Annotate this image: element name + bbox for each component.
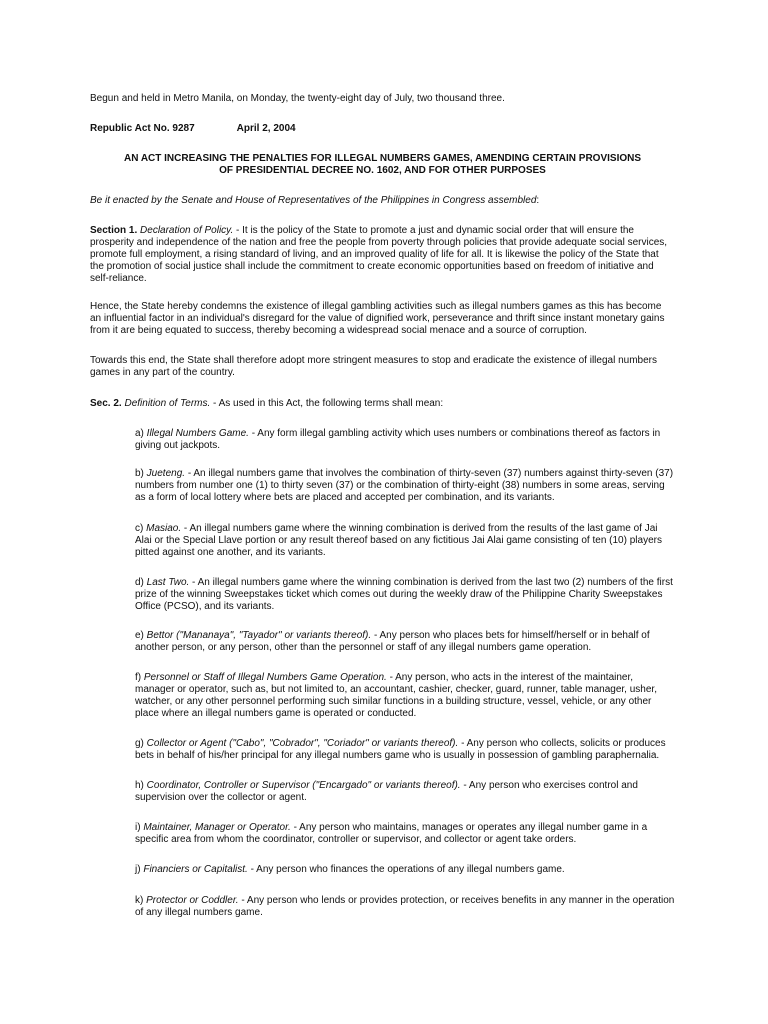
act-title-line2: OF PRESIDENTIAL DECREE NO. 1602, AND FOR OTHER PURPOSES <box>219 165 546 176</box>
definition-d: d) Last Two. - An illegal numbers game where the winning combination is derived from the last two (2) numbers of the first prize of the winning Sweepstakes ticket which comes out during the weekly draw of the Philippine Charity Sweepstakes Office (PCSO), and its variants. <box>135 577 673 612</box>
act-header <box>90 123 675 135</box>
definition-e: e) Bettor ("Mananaya", "Tayador" or variants thereof). - Any person who places bets for himself/herself or in behalf of another person, or any person, other than the personnel or staff of any illegal numbers game operation. <box>135 630 650 653</box>
definition-f: f) Personnel or Staff of Illegal Numbers Game Operation. - Any person, who acts in the interest of the maintainer, manager or operator, such as, but not limited to, an accountant, cashier, checker, guard, runner, table manager, usher, watcher, or any other personnel performing such similar functions in a building structure, vessel, vehicle, or any other place where an illegal numbers game is operated or conducted. <box>135 672 657 719</box>
definition-k: k) Protector or Coddler. - Any person who lends or provides protection, or receives benefits in any manner in the operation of any illegal numbers game. <box>135 895 675 918</box>
enacting-clause: Be it enacted by the Senate and House of Representatives of the Philippines in Congress assembled: <box>90 195 540 206</box>
act-number: Republic Act No. 9287 <box>90 123 195 134</box>
preamble: Begun and held in Metro Manila, on Monday, the twenty-eight day of July, two thousand three. <box>90 93 505 104</box>
definition-h: h) Coordinator, Controller or Supervisor ("Encargado" or variants thereof). - Any person who exercises control and supervision over the collector or agent. <box>135 780 638 803</box>
section-2 <box>90 398 675 410</box>
definition-j: j) Financiers or Capitalist. - Any person who finances the operations of any illegal numbers game. <box>135 864 565 875</box>
definition-c: c) Masiao. - An illegal numbers game where the winning combination is derived from the results of the last game of Jai Alai or the Special Llave portion or any result thereof based on any fictitious Jai Alai game consisting of ten (10) players pitted against one another, and its variants. <box>135 523 662 558</box>
act-title <box>80 153 685 177</box>
definition-b: b) Jueteng. - An illegal numbers game that involves the combination of thirty-seven (37) numbers against thirty-seven (37) numbers from number one (1) to thirty seven (37) or the combination of thirty-eight (38) numbers in some areas, serving as a form of local lottery where bets are placed and accepted per combination, and its variants. <box>135 468 674 503</box>
act-title-line1: AN ACT INCREASING THE PENALTIES FOR ILLEGAL NUMBERS GAMES, AMENDING CERTAIN PROVISIONS <box>123 153 642 164</box>
definition-i: i) Maintainer, Manager or Operator. - Any person who maintains, manages or operates any illegal number game in a specific area from whom the coordinator, controller or supervisor, and collector or agent take orders. <box>135 822 648 845</box>
paragraph-hence: Hence, the State hereby condemns the existence of illegal gambling activities such as illegal numbers games as this has become an influential factor in an individual's disregard for the value of dignified work, perseverance and thrift since instant monetary gains from it are being equated to success, thereby becoming a widespread social menace and a source of corruption. <box>90 301 665 336</box>
section-1-text: - It is the policy of the State to promote a just and dynamic social order that will ensure the prosperity and independence of the nation and free the people from poverty through policies that provide adequate social services, promote full employment, a rising standard of living, and an improved quality of life for all. It is likewise the policy of the State that the promotion of social justice shall include the commitment to create economic opportunities based on freedom of initiative and self-reliance. <box>90 225 668 284</box>
act-date: April 2, 2004 <box>236 123 296 134</box>
section-2-label: Sec. 2. <box>90 398 122 409</box>
section-1 <box>90 225 675 285</box>
section-1-label: Section 1. <box>90 225 138 236</box>
section-2-text: - As used in this Act, the following terms shall mean: <box>210 398 444 409</box>
section-1-heading: Declaration of Policy. <box>140 225 234 236</box>
section-2-heading: Definition of Terms. <box>124 398 211 409</box>
definition-a: a) Illegal Numbers Game. - Any form illegal gambling activity which uses numbers or combinations thereof as factors in giving out jackpots. <box>135 428 661 451</box>
paragraph-towards: Towards this end, the State shall therefore adopt more stringent measures to stop and eradicate the existence of illegal numbers games in any part of the country. <box>90 355 657 378</box>
definition-g: g) Collector or Agent ("Cabo", "Cobrador", "Coriador" or variants thereof). - Any person who collects, solicits or produces bets in behalf of his/her principal for any illegal numbers game who is usually in possession of gambling paraphernalia. <box>135 738 666 761</box>
